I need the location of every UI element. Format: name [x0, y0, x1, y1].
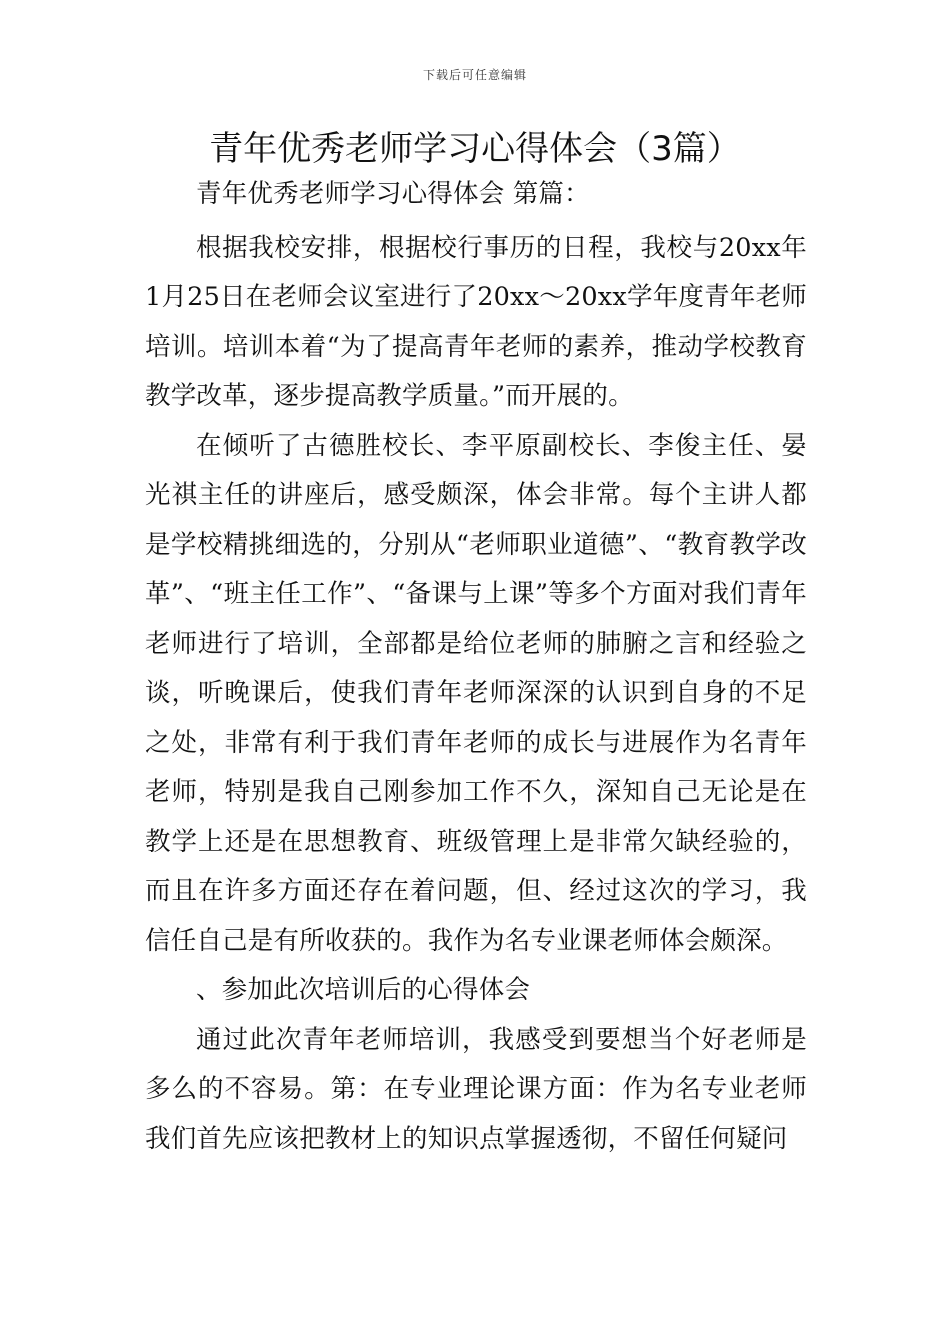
- body-paragraph: 在倾听了古德胜校长、李平原副校长、李俊主任、晏光祺主任的讲座后，感受颇深，体会非常。每个主讲人都是学校精挑细选的，分别从“老师职业道德”、“教育教学改革”、“班主任工作”、“备课与上课”等多个方面对我们青年老师进行了培训，全部都是给位老师的肺腑之言和经验之谈，听晚课后，使我们青年老师深深的认识到自身的不足之处，非常有利于我们青年老师的成长与进展作为名青年老师，特别是我自己刚参加工作不久，深知自己无论是在教学上还是在思想教育、班级管理上是非常欠缺经验的，而且在许多方面还存在着问题，但、经过这次的学习，我信任自己是有所收获的。我作为名专业课老师体会颇深。: [145, 430, 807, 956]
- section-heading: 、参加此次培训后的心得体会: [196, 975, 531, 1005]
- body-paragraph: 通过此次青年老师培训，我感受到要想当个好老师是多么的不容易。第：在专业理论课方面：作为名专业老师我们首先应该把教材上的知识点掌握透彻，不留任何疑问: [145, 1024, 807, 1154]
- header-note: 下载后可任意编辑: [422, 68, 527, 82]
- document-body: [145, 150, 807, 1164]
- page-title: 青年优秀老师学习心得体会（3篇）: [209, 129, 741, 169]
- body-paragraph: 根据我校安排，根据校行事历的日程，我校与20xx年1月25日在老师会议室进行了20xx～20xx学年度青年老师培训。培训本着“为了提高青年老师的素养，推动学校教育教学改革，逐步提高教学质量。”而开展的。: [145, 232, 807, 411]
- subtitle-paragraph: 青年优秀老师学习心得体会 第篇：: [196, 179, 590, 209]
